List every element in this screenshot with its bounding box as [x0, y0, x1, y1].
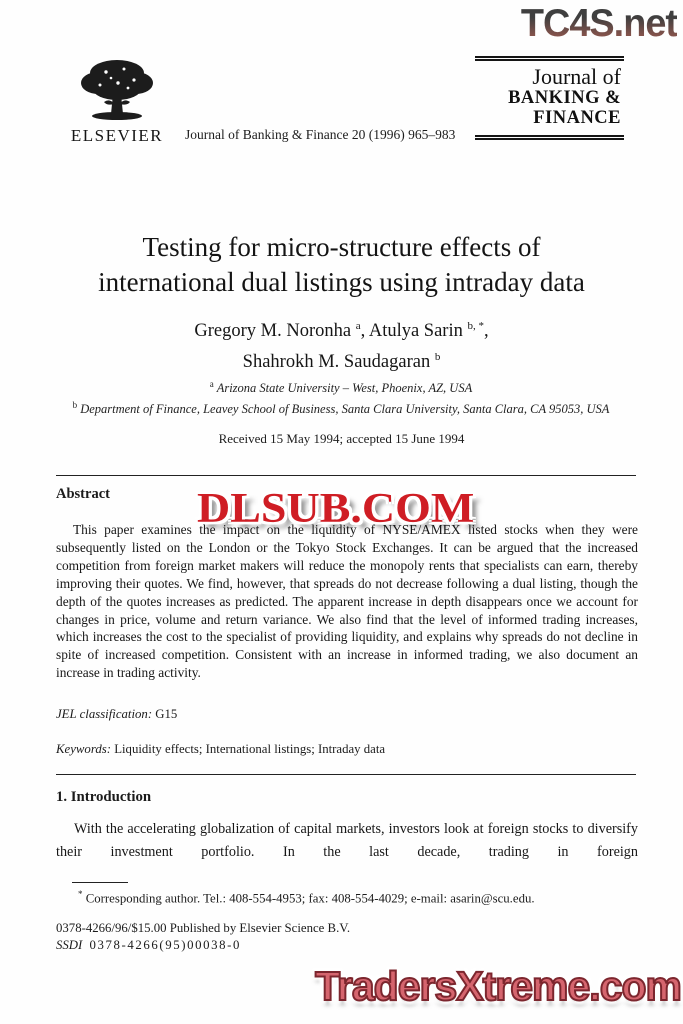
ssdi-label: SSDI	[56, 938, 83, 952]
author-list	[0, 313, 683, 375]
author-1-affiliation-mark: a	[355, 320, 361, 332]
keywords-label: Keywords:	[56, 742, 111, 756]
introduction-text: With the accelerating globalization of capital markets, investors look at foreign stocks to diversify their investment portfolio. In the last decade, trading in foreign	[56, 821, 638, 860]
copyright-line: 0378-4266/96/$15.00 Published by Elsevier Science B.V.	[56, 921, 351, 935]
author-1: Gregory M. Noronha	[194, 321, 352, 342]
footnote-divider	[72, 882, 128, 883]
masthead-line3: FINANCE	[533, 108, 621, 128]
affiliations	[51, 376, 631, 418]
jel-label: JEL classification:	[56, 707, 153, 721]
author-3-affiliation-mark: b	[434, 351, 441, 364]
elsevier-logo	[62, 58, 172, 146]
corresponding-author-footnote	[56, 889, 638, 906]
author-line2	[0, 344, 683, 375]
divider-above-abstract	[56, 475, 636, 476]
watermark-tradersxtreme: TradersXtreme.com	[315, 963, 681, 1009]
keywords	[56, 742, 385, 757]
author-3: Shahrokh M. Saudagaran	[242, 352, 431, 373]
watermark-dlsub: DLSUB.COM	[197, 484, 475, 531]
author-2: Atulya Sarin	[368, 321, 463, 342]
abstract-paragraph: This paper examines the impact on the liquidity of NYSE/AMEX listed stocks when they were subsequently listed on the London or the Tokyo Stock Exchanges. It can be argued that the increased competition from foreign market makers will reduce the monopoly rents that specialists can earn, thereby improving their quotes. We find, however, that spreads do not decrease following a dual listing, though the depth of the quotes increases as predicted. The apparent increase in depth disappears once we account for changes in price, volume and return variance. We also find that the level of informed trading increases, which increases the cost to the specialist of providing liquidity, and explains why spreads do not decline in spite of increased competition. Consistent with an increase in informed trading, we also document an increase in trading activity.	[56, 522, 638, 681]
masthead-line1: Journal of	[532, 64, 621, 89]
article-title	[0, 230, 683, 300]
ssdi-line	[56, 938, 241, 953]
affiliation-a-mark: a	[209, 379, 214, 389]
watermark-tc4s: TC4S.net	[520, 2, 677, 45]
masthead-line2: BANKING &	[508, 88, 621, 108]
footnote-text: Corresponding author. Tel.: 408-554-4953; fax: 408-554-4029; e-mail: asarin@scu.edu.	[85, 891, 535, 906]
journal-masthead	[475, 56, 624, 140]
jel-classification	[56, 707, 177, 722]
affiliation-a-text: Arizona State University – West, Phoenix, AZ, USA	[216, 381, 473, 396]
abstract-text	[56, 521, 638, 682]
affiliation-b-text: Department of Finance, Leavey School of Business, Santa Clara University, Santa Clara, CA 95053, USA	[80, 402, 610, 417]
elsevier-tree-icon	[74, 58, 160, 124]
keywords-value: Liquidity effects; International listings; Intraday data	[114, 742, 386, 756]
received-dates: Received 15 May 1994; accepted 15 June 1994	[218, 431, 465, 446]
affiliation-a	[51, 376, 631, 397]
introduction-paragraph	[56, 818, 638, 863]
section-heading-introduction: 1. Introduction	[56, 789, 152, 805]
author-separator: ,	[360, 321, 369, 342]
article-title-line2: international dual listings using intraday data	[98, 267, 585, 297]
footnote-marker: *	[78, 889, 83, 899]
abstract-heading: Abstract	[56, 486, 110, 502]
publisher-name: ELSEVIER	[70, 126, 164, 145]
author-separator: ,	[483, 321, 489, 342]
article-title-line1: Testing for micro-structure effects of	[142, 232, 541, 262]
jel-value: G15	[155, 707, 178, 721]
journal-citation: Journal of Banking & Finance 20 (1996) 965–983	[185, 127, 456, 142]
affiliation-b	[51, 397, 631, 418]
ssdi-number: 0378-4266(95)00038-0	[89, 938, 241, 952]
author-line1	[0, 313, 683, 344]
affiliation-b-mark: b	[72, 400, 78, 411]
divider-above-introduction	[56, 774, 636, 775]
author-2-affiliation-mark: b, *	[467, 320, 484, 332]
